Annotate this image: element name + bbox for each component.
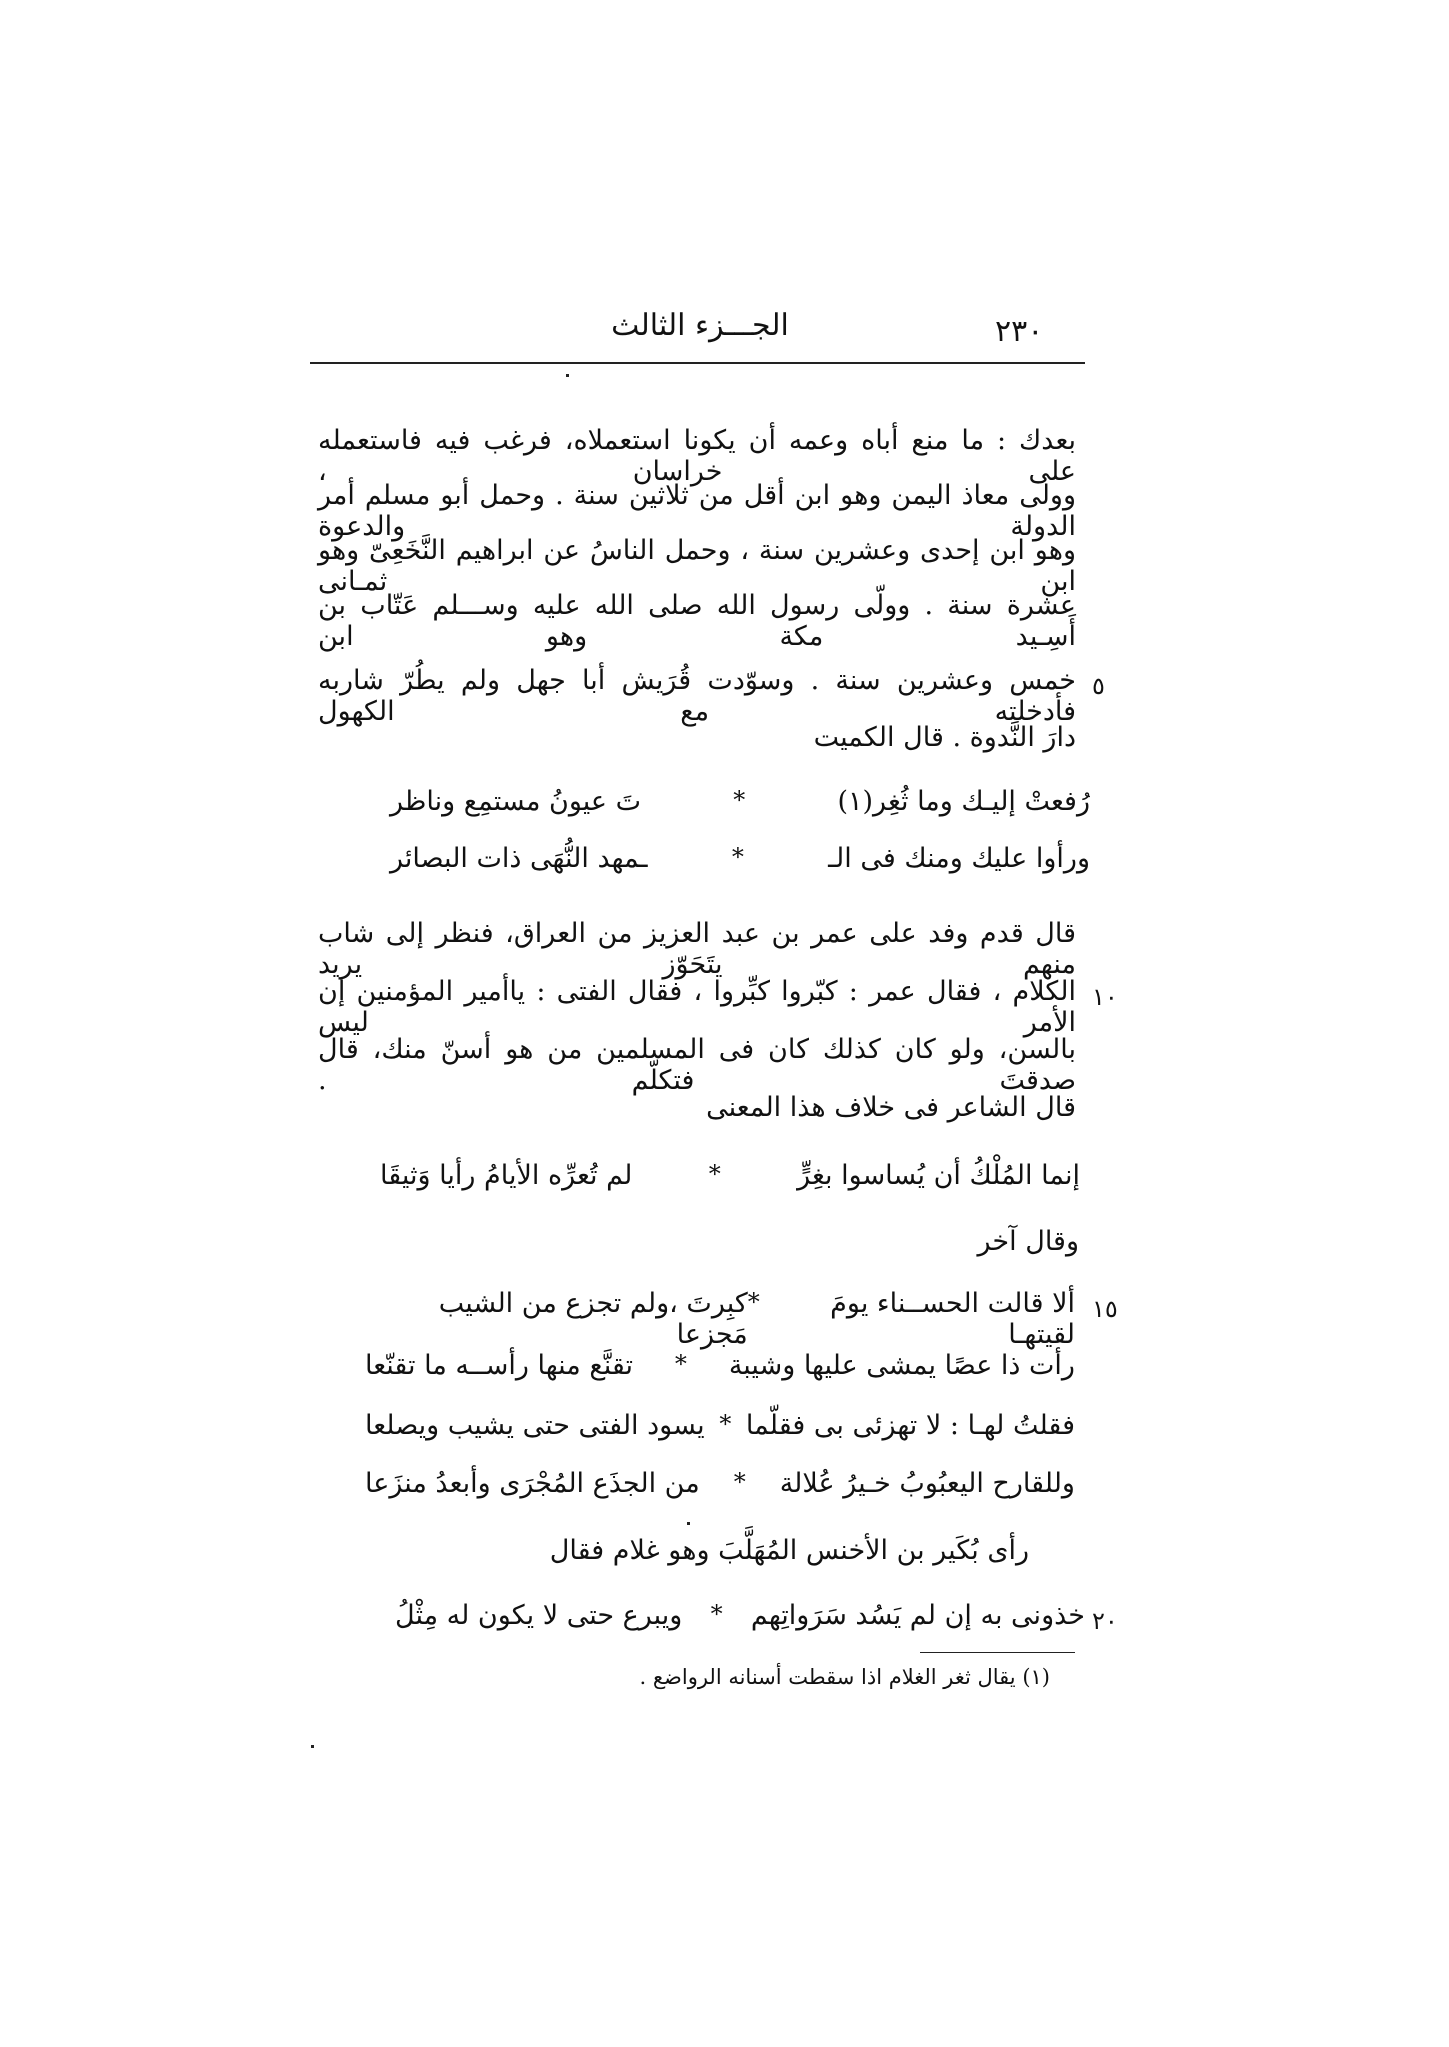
text-line-5: خمس وعشرين سنة . وسوّدت قُرَيش أبا جهل ولم يطُرّ شاربه فأدخلته مع الكهول bbox=[318, 665, 1076, 727]
verse-2 bbox=[390, 843, 1090, 874]
text-line-2: وولى معاذ اليمن وهو ابن أقل من ثلاثين سنة . وحمل أبو مسلم أمر الدولة والدعوة bbox=[318, 480, 1076, 542]
verse-1-second-hemistich: تَ عيونُ مستمِع وناظر bbox=[390, 786, 642, 817]
text-line-7: قال قدم وفد على عمر بن عبد العزيز من العراق، فنظر إلى شاب منهم يتَحَوّز يريد bbox=[318, 918, 1076, 980]
line-number-10: ١٠ bbox=[1092, 983, 1118, 1011]
verse-8-first-hemistich: خذونى به إن لم يَسُد سَرَواتِهم bbox=[750, 1600, 1085, 1631]
page-header-title: الجـــزء الثالث bbox=[611, 308, 789, 343]
verse-separator-star: * bbox=[710, 1600, 723, 1628]
verse-4-first-hemistich: ألا قالت الحســناء يومَ لقيتهـا bbox=[830, 1288, 1075, 1350]
verse-6 bbox=[365, 1410, 1075, 1441]
footnote: (١) يقال ثغر الغلام اذا سقطت أسنانه الرواضع . bbox=[639, 1665, 1050, 1689]
text-line-waqala: وقال آخر bbox=[977, 1226, 1079, 1257]
verse-3-first-hemistich: إنما المُلْكُ أن يُساسوا بغِرٍّ bbox=[797, 1160, 1080, 1191]
verse-1 bbox=[390, 786, 1090, 817]
verse-3-second-hemistich: لم تُعرِّه الأيامُ رأيا وَثيقَا bbox=[380, 1160, 633, 1191]
verse-7-second-hemistich: من الجذَع المُجْرَى وأبعدُ منزَعا bbox=[365, 1468, 700, 1499]
header-tick-mark bbox=[566, 374, 569, 377]
text-line-3: وهو ابن إحدى وعشرين سنة ، وحمل الناسُ عن ابراهيم النَّخَعِىّ وهو ابن ثمـانى bbox=[318, 535, 1076, 597]
verse-4-second-hemistich: كبِرتَ ،ولم تجزع من الشيب مَجزعا bbox=[438, 1288, 748, 1350]
line-number-5: ٥ bbox=[1092, 672, 1105, 700]
verse-separator-star: * bbox=[731, 843, 744, 871]
verse-5 bbox=[365, 1350, 1075, 1381]
text-line-raa: رأى بُكَير بن الأخنس المُهَلَّبَ وهو غلام فقال bbox=[549, 1535, 1029, 1566]
line-number-15: ١٥ bbox=[1092, 1295, 1118, 1323]
verse-8-second-hemistich: ويبرع حتى لا يكون له مِثْلُ bbox=[395, 1600, 683, 1631]
text-line-1: بعدك : ما منع أباه وعمه أن يكونا استعملاه، فرغب فيه فاستعمله على خراسان ، bbox=[318, 425, 1076, 487]
verse-7-first-hemistich: وللقارح اليعبُوبُ خـيرُ عُلالة bbox=[779, 1468, 1075, 1499]
verse-2-first-hemistich: ورأوا عليك ومنك فى الـ bbox=[828, 843, 1090, 874]
text-line-6: دارَ النَّدوة . قال الكميت bbox=[813, 722, 1076, 753]
verse-separator-star: * bbox=[733, 1468, 746, 1496]
verse-separator-star: * bbox=[708, 1160, 721, 1188]
stray-dot-mark bbox=[311, 1745, 314, 1748]
page-number: ٢٣٠ bbox=[995, 314, 1044, 349]
text-line-9: بالسن، ولو كان كذلك كان فى المسلمين من هو أسنّ منك، قال صدقتَ فتكلّم . bbox=[318, 1034, 1076, 1096]
verse-6-second-hemistich: يسود الفتى حتى يشيب ويصلعا bbox=[365, 1410, 705, 1441]
line-number-20: ٢٠ bbox=[1092, 1607, 1118, 1635]
verse-3 bbox=[380, 1160, 1080, 1191]
footnote-rule bbox=[920, 1652, 1075, 1653]
verse-separator-star: * bbox=[719, 1410, 732, 1438]
verse-separator-star: * bbox=[747, 1288, 760, 1316]
verse-5-second-hemistich: تقنَّع منها رأســه ما تقنّعا bbox=[365, 1350, 634, 1381]
verse-1-first-hemistich: رُفعتْ إليـك وما ثُغِر(١) bbox=[837, 786, 1090, 817]
verse-5-first-hemistich: رأت ذا عصًا يمشى عليها وشيبة bbox=[728, 1350, 1075, 1381]
verse-6-first-hemistich: فقلتُ لهـا : لا تهزئى بى فقلّما bbox=[745, 1410, 1075, 1441]
verse-8 bbox=[395, 1600, 1085, 1631]
header-rule bbox=[310, 362, 1085, 364]
verse-separator-star: * bbox=[733, 786, 746, 814]
stray-dot-mark bbox=[687, 1522, 690, 1525]
verse-separator-star: * bbox=[674, 1350, 687, 1378]
text-line-4: عشرة سنة . وولّى رسول الله صلى الله عليه وســـلم عَتّاب بن أَسِـيد مكة وهو ابن bbox=[318, 590, 1076, 652]
verse-7 bbox=[365, 1468, 1075, 1499]
text-line-8: الكلام ، فقال عمر : كبّروا كبِّروا ، فقال الفتى : ياأمير المؤمنين إن الأمر ليس bbox=[318, 976, 1076, 1038]
verse-2-second-hemistich: ـمهد النُّهَى ذات البصائر bbox=[390, 843, 648, 874]
text-line-10: قال الشاعر فى خلاف هذا المعنى bbox=[706, 1092, 1076, 1123]
verse-4 bbox=[365, 1288, 1075, 1350]
